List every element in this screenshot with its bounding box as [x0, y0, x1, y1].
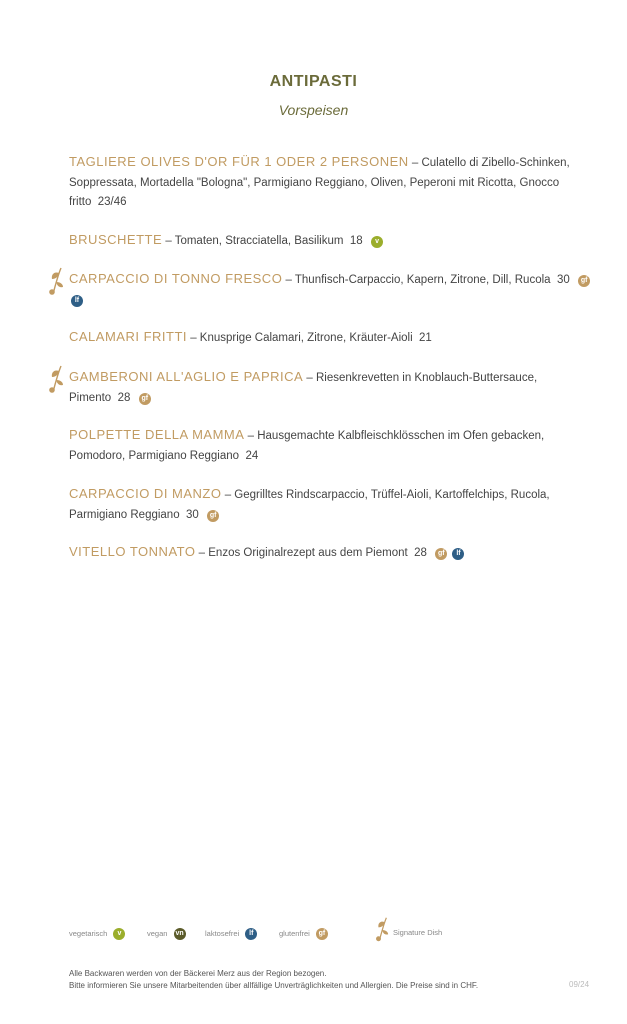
dish-description: – Enzos Originalrezept aus dem Piemont	[195, 547, 408, 559]
legend-gluten-free	[279, 928, 328, 940]
gluten-free-badge: gf	[578, 275, 590, 287]
legend-label: vegetarisch	[69, 928, 108, 938]
menu-item	[69, 425, 594, 466]
menu-item	[69, 230, 594, 252]
gluten-free-badge: gf	[139, 393, 151, 405]
legend-label: Signature Dish	[393, 928, 443, 937]
dish-name: TAGLIERE OLIVES D'OR FÜR 1 ODER 2 PERSONEN	[69, 154, 409, 169]
dish-description: – Gegrilltes Rindscarpaccio, Trüffel-Aioli, Kartoffelchips, Rucola, Parmigiano Reggiano	[69, 489, 550, 521]
dish-name: GAMBERONI ALL'AGLIO E PAPRICA	[69, 369, 304, 384]
legend-vegetarian	[69, 928, 125, 940]
dish-name: CARPACCIO DI MANZO	[69, 486, 222, 501]
dish-name: VITELLO TONNATO	[69, 544, 196, 559]
gluten-free-badge: gf	[207, 510, 219, 522]
olive-branch-icon	[47, 364, 65, 396]
page-number: 09/24	[569, 980, 590, 989]
dish-name: POLPETTE DELLA MAMMA	[69, 427, 245, 442]
menu-item	[69, 269, 594, 310]
dish-price: 28	[117, 391, 131, 404]
menu-item	[69, 484, 594, 525]
gluten-free-badge: gf	[316, 928, 328, 940]
dish-description: – Riesenkrevetten in Knoblauch-Buttersauce, Pimento	[69, 372, 538, 404]
dish-price: 24	[245, 449, 259, 462]
dish-price: 18	[349, 235, 363, 247]
dish-name: CALAMARI FRITTI	[69, 329, 188, 344]
vegetarian-badge: v	[113, 928, 125, 940]
dish-price: 30	[186, 508, 199, 521]
dish-description: – Knusprige Calamari, Zitrone, Kräuter-Aioli	[187, 332, 413, 344]
dish-description: – Thunfisch-Carpaccio, Kapern, Zitrone, Dill, Rucola	[282, 274, 551, 286]
page-title: ANTIPASTI	[269, 73, 358, 90]
dish-description: – Tomaten, Stracciatella, Basilikum	[162, 235, 344, 247]
lactose-free-badge: lf	[245, 928, 257, 940]
menu-item	[69, 152, 594, 213]
legend-label: vegan	[147, 928, 168, 938]
dish-price: 30	[556, 274, 570, 286]
footer-notes	[69, 968, 569, 992]
legend-label: glutenfrei	[279, 928, 310, 938]
legend-vegan	[147, 928, 186, 940]
lactose-free-badge: lf	[71, 295, 83, 307]
vegan-badge: vn	[174, 928, 186, 940]
page-subtitle: Vorspeisen	[278, 102, 349, 118]
dish-price: 23/46	[97, 196, 127, 208]
legend-label: laktosefrei	[205, 928, 240, 938]
dish-name: BRUSCHETTE	[69, 232, 163, 247]
menu-item	[69, 367, 594, 408]
dish-description: – Hausgemachte Kalbfleischklösschen im Ofen gebacken, Pomodoro, Parmigiano Reggiano	[69, 430, 545, 462]
footer-line: Alle Backwaren werden von der Bäckerei Merz aus der Region bezogen.	[69, 969, 327, 978]
gluten-free-badge: gf	[435, 548, 447, 560]
olive-branch-icon	[374, 916, 390, 944]
legend-signature	[393, 928, 442, 937]
olive-branch-icon	[47, 266, 65, 298]
dish-description: – Culatello di Zibello-Schinken, Soppressata, Mortadella "Bologna", Parmigiano Reggiano, Oliven, Peperoni mit Ricotta, Gnocco fritto	[69, 157, 570, 208]
dish-name: CARPACCIO DI TONNO FRESCO	[69, 271, 283, 286]
legend-lactose-free	[205, 928, 257, 940]
menu-item	[69, 327, 594, 349]
dish-price: 28	[414, 547, 427, 559]
vegetarian-badge: v	[371, 236, 383, 248]
footer-line: Bitte informieren Sie unsere Mitarbeitenden über allfällige Unverträglichkeiten und Allergien. Die Preise sind in CHF.	[69, 981, 479, 990]
dish-price: 21	[419, 332, 432, 344]
menu-item	[69, 542, 594, 564]
lactose-free-badge: lf	[452, 548, 464, 560]
legend	[69, 924, 589, 946]
